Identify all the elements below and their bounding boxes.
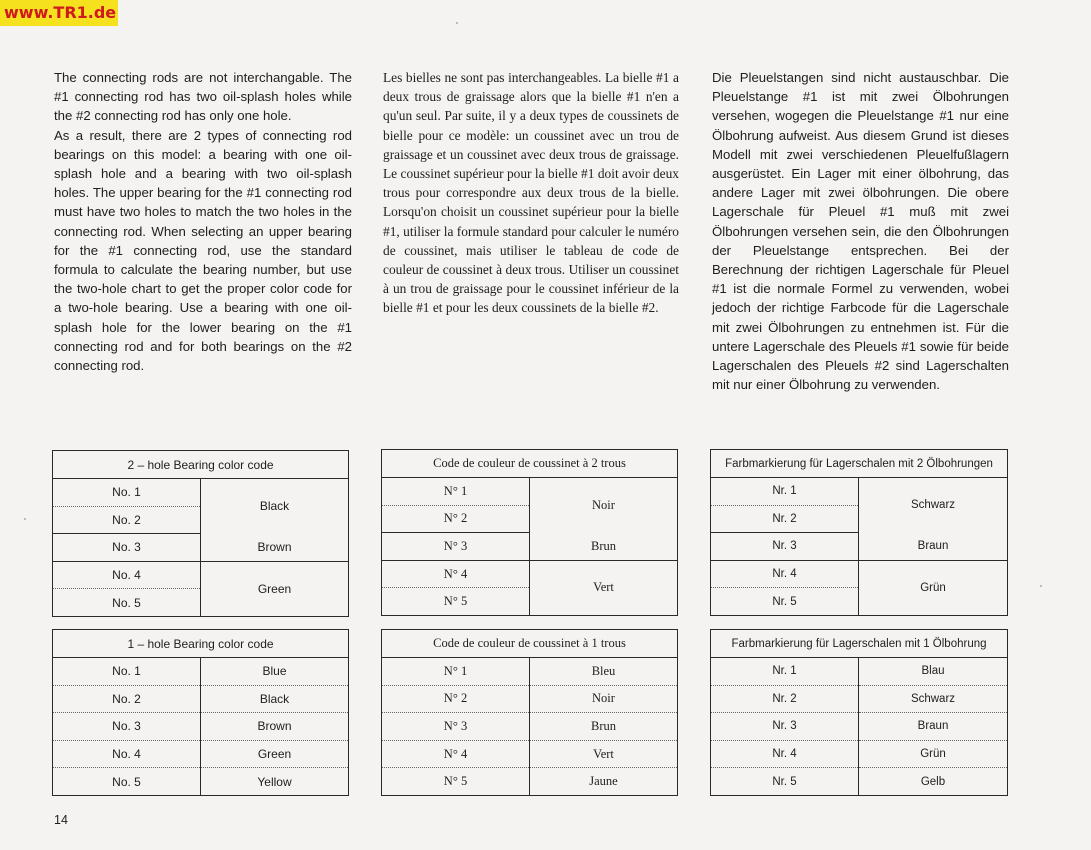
table-color-cell: Gelb — [920, 775, 946, 788]
table-title: Farbmarkierung für Lagerschalen mit 1 Ölbohrung — [711, 630, 1008, 658]
table-row-number: Nr. 3 — [711, 713, 859, 741]
english-paragraph-1: The connecting rods are not interchangable. The #1 connecting rod has two oil-splash holes while the #2 connecting rod has only one hole. — [54, 70, 352, 124]
french-two-hole-table — [381, 449, 678, 616]
table-row-number: No. 5 — [53, 768, 201, 796]
table-color-cell: Brun — [530, 713, 678, 741]
table-row-number: No. 3 — [53, 713, 201, 741]
table-color-cell: Green — [257, 581, 292, 596]
page-number: 14 — [54, 813, 68, 827]
english-two-hole-table — [52, 450, 349, 617]
table-color-cell: Vert — [593, 580, 614, 595]
table-row-number: Nr. 1 — [711, 658, 859, 686]
table-color-cell: Blue — [201, 658, 349, 686]
table-row-number: N° 3 — [382, 713, 530, 741]
table-row-number: Nr. 2 — [711, 505, 859, 533]
table-row-number: N° 4 — [382, 560, 530, 588]
german-paragraph: Die Pleuelstangen sind nicht austauschbar. Die Pleuelstange #1 ist mit zwei Ölbohrungen versehen, wogegen die Pleuelstange #1 nur eine Ölbohrung aufweist. Aus diesem Grund ist dieses Modell mit zwei verschiedenen Pleuelfußlagern ausgerüstet. Ein Lager mit einer ölbohrung, das andere Lager mit zwei ölbohrungen. Die obere Lagerschale für Pleuel #1 muß mit zwei Ölbohrungen versehen sein, die den Ölbohrungen der Pleuelstange entsprechen. Bei der Berechnung der richtigen Lagerschale für Pleuel #1 ist die normale Formel zu verwenden, wobei jedoch der richtige Farbcode für die Lagerschale mit zwei Ölbohrungen zu entnehmen ist. Für die untere Lagerschale des Pleuels #1 sowie für beide Lagerschalen des Pleuels #2 sind Lagerschalten mit nur einer Ölbohrung zu verwenden. — [712, 70, 1009, 393]
table-color-cell: Brun — [530, 533, 678, 561]
table-row-number: Nr. 4 — [711, 740, 859, 768]
table-color-cell: Yellow — [257, 774, 292, 789]
site-logo-watermark: www.TR1.de — [0, 0, 118, 26]
table-row-number: Nr. 1 — [711, 478, 859, 506]
english-text-column — [54, 68, 352, 375]
table-color-cell: Brown — [201, 534, 349, 562]
scan-speck — [456, 22, 458, 24]
table-color-cell: Braun — [859, 533, 1008, 561]
table-color-cell: Braun — [859, 713, 1008, 741]
table-row-number: No. 4 — [53, 561, 201, 589]
table-row-number: No. 1 — [53, 479, 201, 507]
table-row-number: No. 2 — [53, 506, 201, 534]
german-one-hole-table — [710, 629, 1008, 796]
table-row-number: No. 2 — [53, 685, 201, 713]
table-color-cell: Jaune — [589, 774, 618, 789]
table-row-number: N° 3 — [382, 533, 530, 561]
table-row-number: No. 5 — [53, 589, 201, 617]
table-row-number: N° 5 — [382, 588, 530, 616]
table-color-cell: Grün — [920, 581, 946, 594]
table-title: Code de couleur de coussinet à 2 trous — [382, 450, 678, 478]
table-row-number: Nr. 5 — [711, 588, 859, 616]
table-color-cell: Blau — [859, 658, 1008, 686]
table-color-cell: Black — [201, 685, 349, 713]
french-paragraph: Les bielles ne sont pas interchangeables. La bielle #1 a deux trous de graissage alors que la bielle #1 n'en a qu'un seul. Par suite, il y a deux types de coussinets de bielle pour ce modèle: un coussinet avec un trou de graissage et un coussinet avec deux trous de graissage. Le coussinet supérieur pour la bielle #1 doit avoir deux trous pour correspondre aux deux trous de la bielle. Lorsqu'on choisit un coussinet supérieur pour la bielle #1, utiliser la formule standard pour calculer le numéro de coussinet, mais utiliser le tableau de code de couleur de coussinet à deux trous. Utiliser un coussinet à un trou de graissage pour le coussinet inférieur de la bielle #1 et pour les deux coussinets de la bielle #2. — [383, 70, 679, 316]
table-row-number: No. 1 — [53, 658, 201, 686]
french-text-column — [383, 68, 679, 318]
table-color-cell: Noir — [592, 497, 615, 512]
table-color-cell: Schwarz — [910, 499, 956, 512]
table-color-cell: Brown — [201, 713, 349, 741]
table-color-cell: Schwarz — [859, 685, 1008, 713]
scan-speck — [1040, 585, 1042, 587]
table-row-number: N° 4 — [382, 740, 530, 768]
table-color-cell: Black — [259, 499, 290, 514]
table-color-cell: Green — [201, 740, 349, 768]
table-color-cell: Noir — [530, 685, 678, 713]
table-title: 2 – hole Bearing color code — [53, 451, 349, 479]
table-row-number: Nr. 4 — [711, 560, 859, 588]
table-row-number: Nr. 2 — [711, 685, 859, 713]
english-one-hole-table — [52, 629, 349, 796]
table-row-number: Nr. 3 — [711, 533, 859, 561]
table-row-number: N° 2 — [382, 505, 530, 533]
table-row-number: N° 5 — [382, 768, 530, 796]
french-one-hole-table — [381, 629, 678, 796]
table-row-number: N° 1 — [382, 478, 530, 506]
table-title: Code de couleur de coussinet à 1 trous — [382, 630, 678, 658]
table-title: 1 – hole Bearing color code — [53, 630, 349, 658]
german-text-column — [712, 68, 1009, 394]
german-two-hole-table — [710, 449, 1008, 616]
table-title: Farbmarkierung für Lagerschalen mit 2 Ölbohrungen — [711, 450, 1008, 478]
table-row-number: Nr. 5 — [711, 768, 859, 796]
table-row-number: No. 3 — [53, 534, 201, 562]
table-row-number: No. 4 — [53, 740, 201, 768]
table-color-cell: Bleu — [530, 658, 678, 686]
table-row-number: N° 1 — [382, 658, 530, 686]
table-row-number: N° 2 — [382, 685, 530, 713]
table-color-cell: Grün — [859, 740, 1008, 768]
english-paragraph-2: As a result, there are 2 types of connecting rod bearings on this model: a bearing with one oil-splash hole and a bearing with two oil-splash holes. The upper bearing for the #1 connecting rod must have two holes to match the two holes in the connecting rod. When selecting an upper bearing for the #1 connecting rod, use the standard formula to calculate the bearing number, but use the two-hole chart to get the proper color code for a two-hole bearing. Use a bearing with one oil-splash hole for the lower bearing on the #1 connecting rod and for both bearings on the #2 connecting rod. — [54, 127, 352, 374]
table-color-cell: Vert — [530, 740, 678, 768]
scan-speck — [24, 518, 26, 520]
